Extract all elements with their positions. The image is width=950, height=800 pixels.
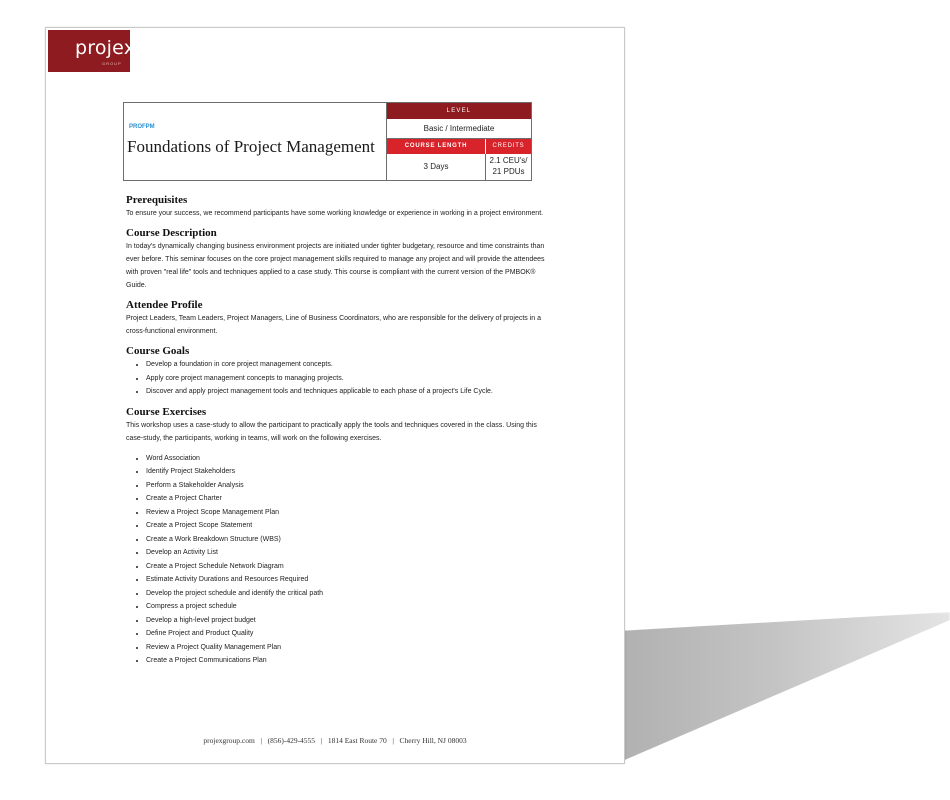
course-title-cell [124,103,387,180]
attendee-profile-text: Project Leaders, Team Leaders, Project Managers, Line of Business Coordinators, who are responsible for the delivery of projects in a cross-functional environment. [126,315,542,335]
list-item: • Estimate Activity Durations and Resources Required [146,573,551,587]
list-item: • Create a Work Breakdown Structure (WBS) [146,533,551,547]
list-item: • Compress a project schedule [146,600,551,614]
projex-logo [48,30,136,72]
list-item: • Word Association [146,452,551,466]
level-value: Basic / Intermediate [387,119,531,139]
course-exercises-list [126,452,551,668]
course-exercises-text: This workshop uses a case-study to allow the participant to practically apply the tools and techniques covered in the class. Using this case-study, the participants, working in teams, will work on the following exercises. [126,421,537,442]
logo-subtext: GROUP [102,61,122,66]
list-item: • Create a Project Communications Plan [146,654,551,668]
level-label: LEVEL [387,103,531,119]
logo-text: projex [75,37,136,59]
page-footer: projexgroup.com | (856)-429-4555 | 1814 East Route 70 | Cherry Hill, NJ 08003 [203,736,467,745]
credits-label: CREDITS [486,139,531,154]
attendee-profile-heading: Attendee Profile [126,299,203,311]
description-text: In today's dynamically changing business environment projects are initiated under tighter budgetary, resource and time constraints than ever before. This seminar focuses on the core project management skills required to manage any project and will provide the attendees with proven "real life" tools and techniques applied to a case study. This course is compliant with the current version of the PMBOK® Guide. [126,243,545,289]
list-item: • Discover and apply project management tools and techniques applicable to each phase of a project's Life Cycle. [146,385,551,399]
list-item: • Create a Project Charter [146,492,551,506]
document-page [45,27,625,764]
course-length-value: 3 Days [387,154,486,180]
course-exercises-heading: Course Exercises [126,405,207,418]
course-length-label: COURSE LENGTH [387,139,485,154]
prerequisites-heading: Prerequisites [126,194,188,206]
credits-line-2: 21 PDUs [492,167,525,176]
list-item: • Review a Project Quality Management Plan [146,641,551,655]
description-heading: Course Description [126,227,217,239]
list-item: • Develop an Activity List [146,546,551,560]
list-item: • Define Project and Product Quality [146,627,551,641]
list-item: • Perform a Stakeholder Analysis [146,479,551,493]
list-item: • Develop the project schedule and identify the critical path [146,587,551,601]
course-goals-heading: Course Goals [126,345,190,357]
credits-line-1: 2.1 CEU's/ [489,156,528,165]
list-item: • Apply core project management concepts to managing projects. [146,372,551,386]
credits-value [486,155,531,177]
list-item: • Create a Project Schedule Network Diagram [146,560,551,574]
course-code: PROFPM [129,124,155,130]
list-item: • Identify Project Stakeholders [146,465,551,479]
course-info-cells [387,103,531,180]
prerequisites-text: To ensure your success, we recommend participants have some working knowledge or experience in working in a project environment. [126,210,544,217]
course-goals-list [126,358,551,399]
list-item: • Create a Project Scope Statement [146,519,551,533]
document-body [126,193,551,668]
course-header-box [123,102,532,181]
course-title: Foundations of Project Management [127,137,375,156]
list-item: • Review a Project Scope Management Plan [146,506,551,520]
list-item: • Develop a high-level project budget [146,614,551,628]
list-item: • Develop a foundation in core project management concepts. [146,358,551,372]
